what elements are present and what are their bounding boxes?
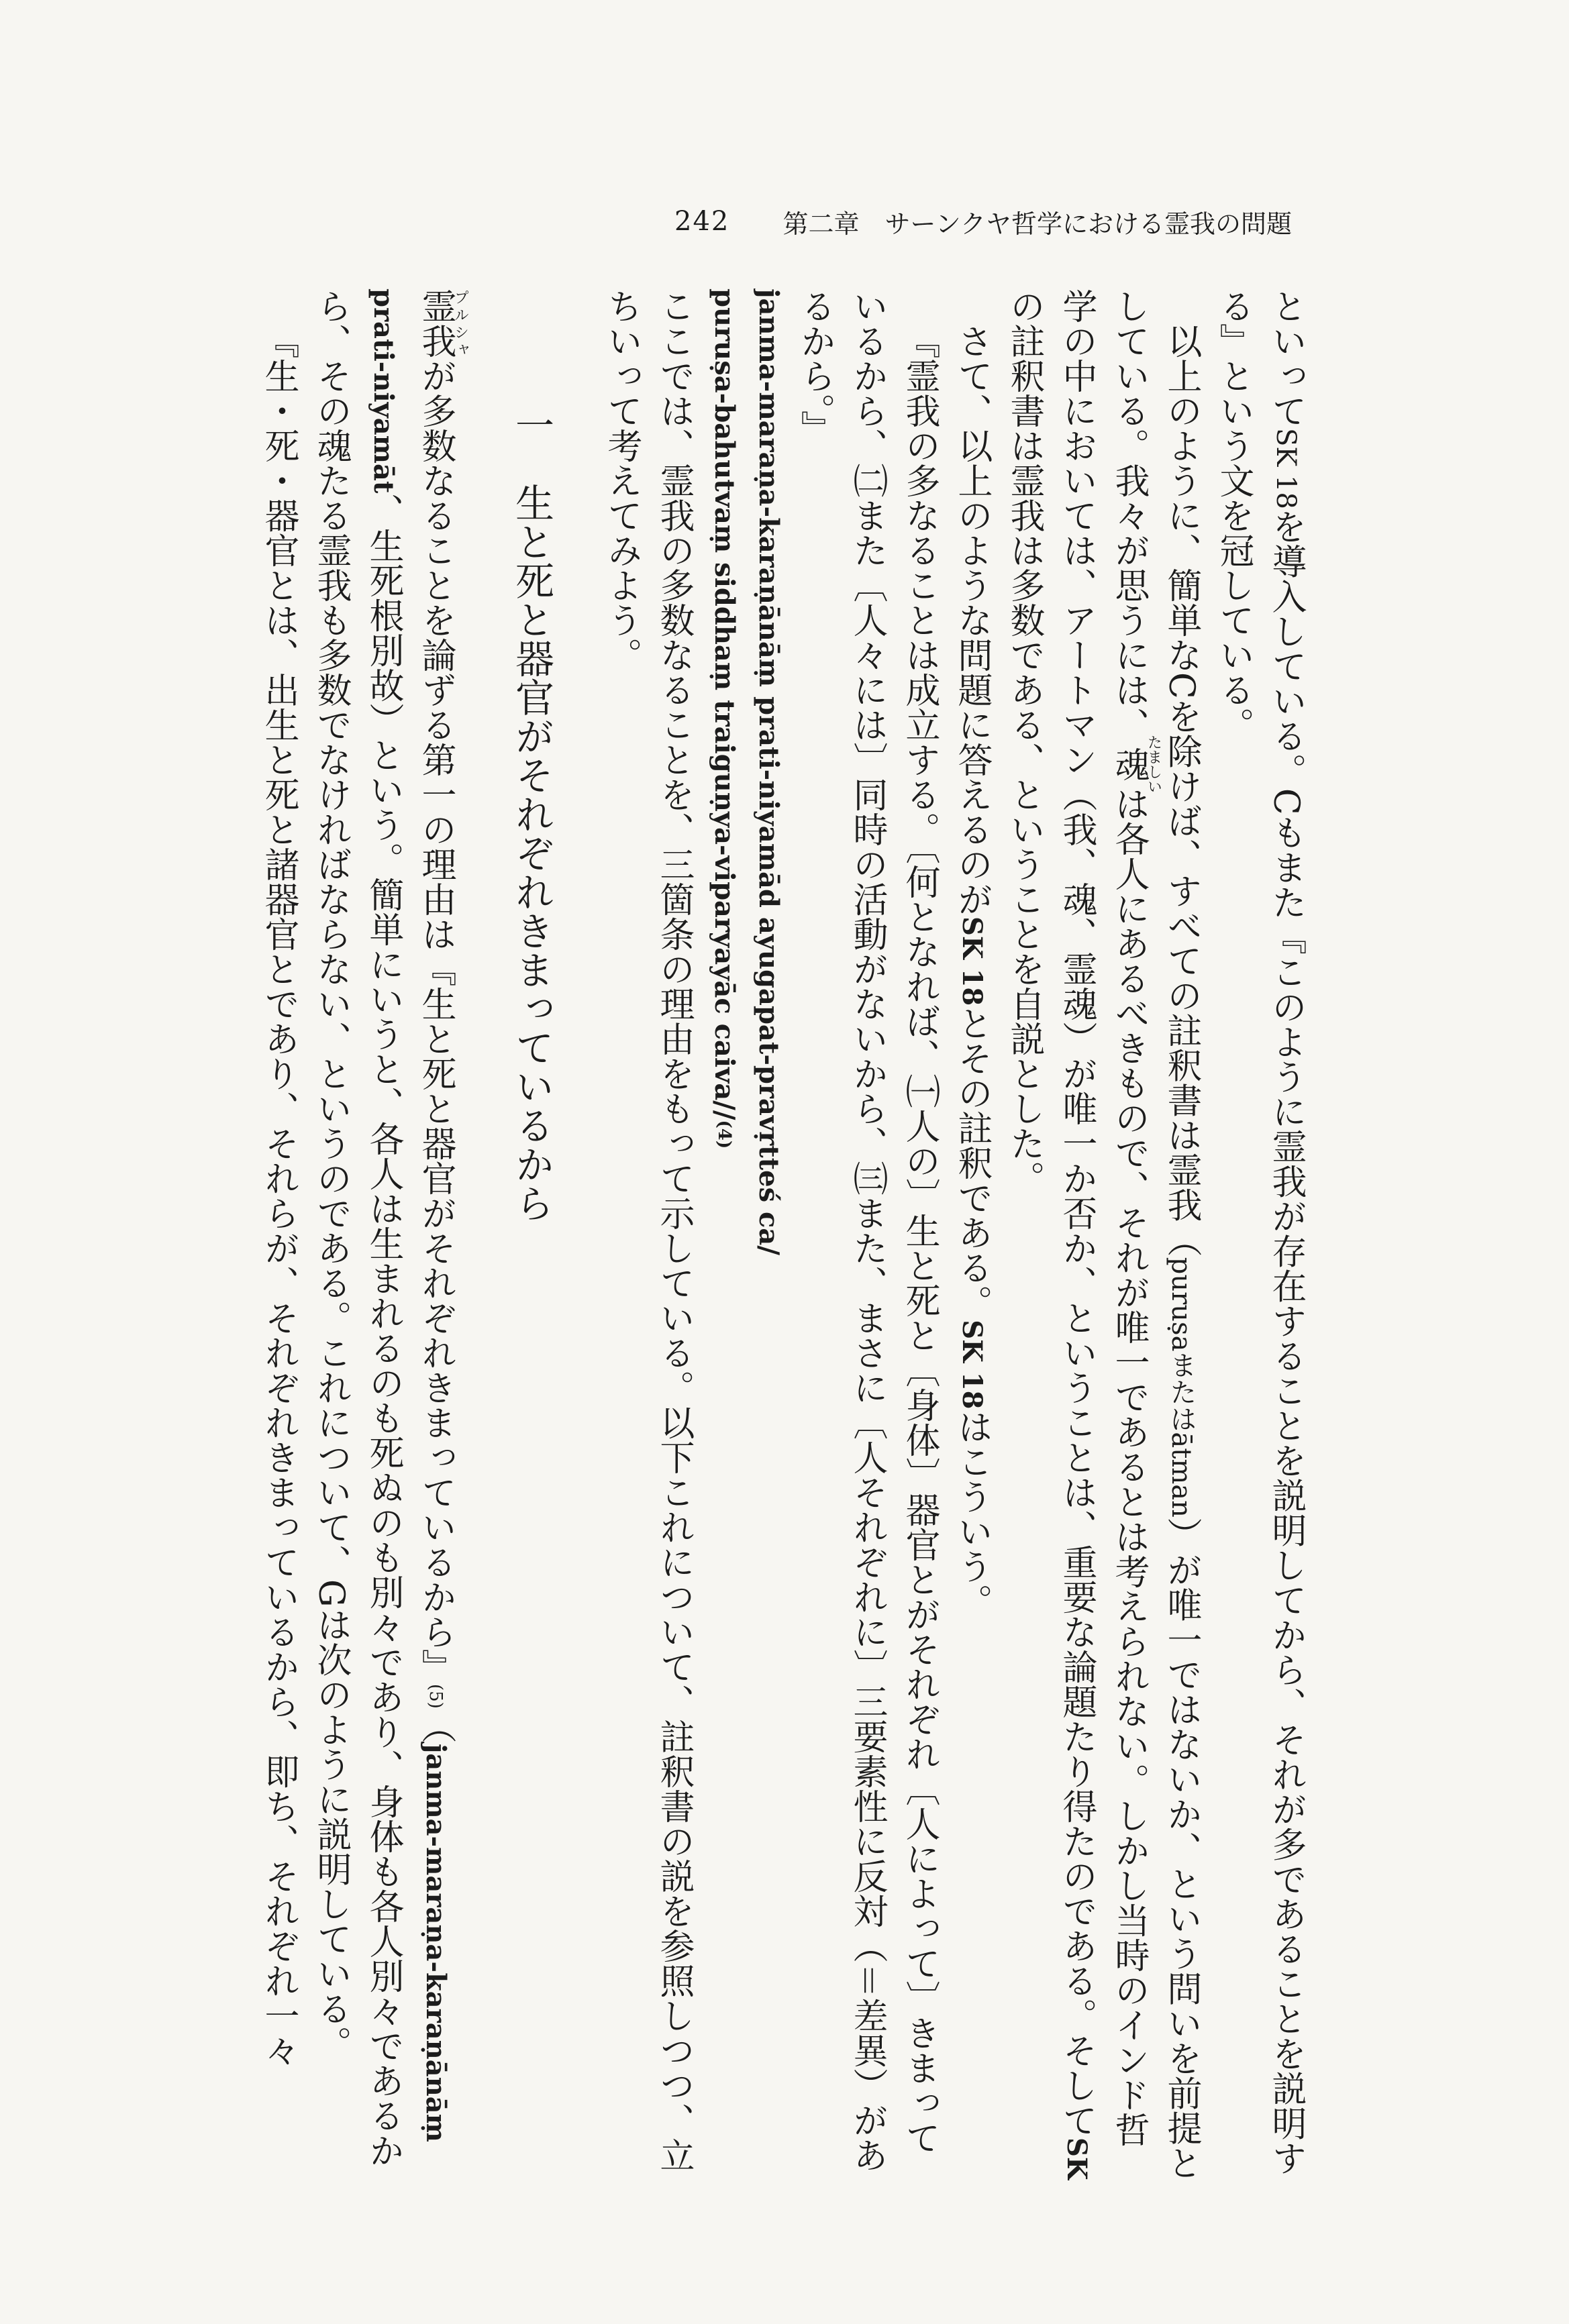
paragraph-5 — [305, 288, 468, 2180]
text-run: 以上のように、簡単なCを除けば、すべての註釈書は霊我（ — [1161, 323, 1201, 1257]
text-run: ここでは、霊我の多数なることを、三箇条の理由をもって示している。以下これについて、註釈書の説を参照しつつ、立ちいって考えてみよう。 — [601, 288, 694, 2172]
text-run: 『生・死・器官とは、出生と死と諸器官とであり、それらが、それぞれきまっているから、即ち、それぞれ一々 — [258, 323, 299, 2068]
paragraph-1 — [1207, 288, 1312, 2180]
paragraph-2 — [998, 288, 1207, 2180]
paragraph-3 — [946, 288, 998, 2180]
text-run: または — [1166, 1351, 1197, 1432]
sanskrit-term: puruṣa — [1166, 1257, 1197, 1352]
section-title: 生と死と器官がそれぞれきまっているから — [509, 483, 554, 1222]
text-run: はこういう。 — [952, 1409, 992, 1619]
sk-ref: SK — [1061, 2137, 1093, 2180]
transliteration-line-1: janma-maraṇa-karaṇānāṃ prati-niyamād ayugapat-pravṛtteś ca/ — [753, 288, 784, 1255]
transliteration-line-2: puruṣa-bahutvaṃ siddhaṃ traiguṇya-viparyayāc caiva//(4) — [709, 288, 740, 1149]
sanskrit-term: janma-maraṇa-karaṇānāṃ prati-niyamāt — [368, 288, 452, 2142]
sk-ref: SK 18 — [956, 1320, 988, 1410]
running-header — [674, 201, 1292, 242]
body-text — [158, 288, 1312, 2180]
sk-ref: SK 18 — [956, 916, 988, 1006]
paragraph-6 — [252, 288, 305, 2180]
text-run: とその註釈である。 — [952, 1006, 992, 1320]
text-run: さて、以上のような問題に答えるのが — [952, 323, 992, 916]
text-run: 、生死根別故）という。簡単にいうと、各人は生まれるのも死ぬのも別々であり、身体も各人別々であるから、その魂たる霊我も多数でなければならない、というのである。これについて、Gは次のように説明している。 — [311, 288, 403, 2168]
text-run: の註釈書は霊我は多数である、ということを自説とした。 — [1004, 288, 1044, 1196]
ruby-tamashii: 魂たましい — [1109, 735, 1162, 794]
section-number: 一 — [509, 405, 554, 444]
section-heading — [495, 288, 568, 2180]
text-run: ㈡また〔人々には〕同時の活動がないから、㈢また、まさに〔人それぞれに〕三要素性に反対（＝差異）があるから。』 — [795, 288, 887, 2172]
text-run: を導入している。Cもまた『このように霊我が存在することを説明してから、それが多であることを説明する』という文を冠している。 — [1213, 288, 1306, 2176]
ruby-purusha: 霊我プルシャ — [415, 288, 469, 358]
paragraph-4 — [595, 288, 700, 2180]
quote-sk18 — [789, 288, 946, 2180]
sk-ref: SK 18 — [1270, 428, 1301, 509]
text-run: （ — [415, 1708, 456, 1744]
text-run: といって — [1266, 288, 1306, 428]
text-run: ）が唯一ではないか、という問いを前提としている。我々が思うには、 — [1109, 288, 1201, 2180]
page-number: 242 — [674, 206, 730, 237]
text-run: 『霊我の多なることは成立する。〔何となれば、㈠人の〕生と死と〔身体〕器官とがそれぞれ〔人によって〕きまっているから、 — [847, 288, 940, 2155]
chapter-title: 第二章 サーンクヤ哲学における霊我の問題 — [782, 209, 1292, 239]
text-run: は各人にあるべきもので、それが唯一であるとは考えられない。しかし当時のインド哲学の中においては、アートマン（我、魂、霊魂）が唯一か否か、ということは、重要な論題たり得たのである。そして — [1056, 288, 1149, 2147]
text-run: が多数なることを論ずる第一の理由は『生と死と器官がそれぞれきまっているから』 — [415, 358, 456, 1684]
footnote-ref-5: (5) — [425, 1684, 446, 1709]
sanskrit-term: ātman — [1166, 1432, 1197, 1518]
footnote-ref-4: (4) — [714, 1120, 734, 1149]
